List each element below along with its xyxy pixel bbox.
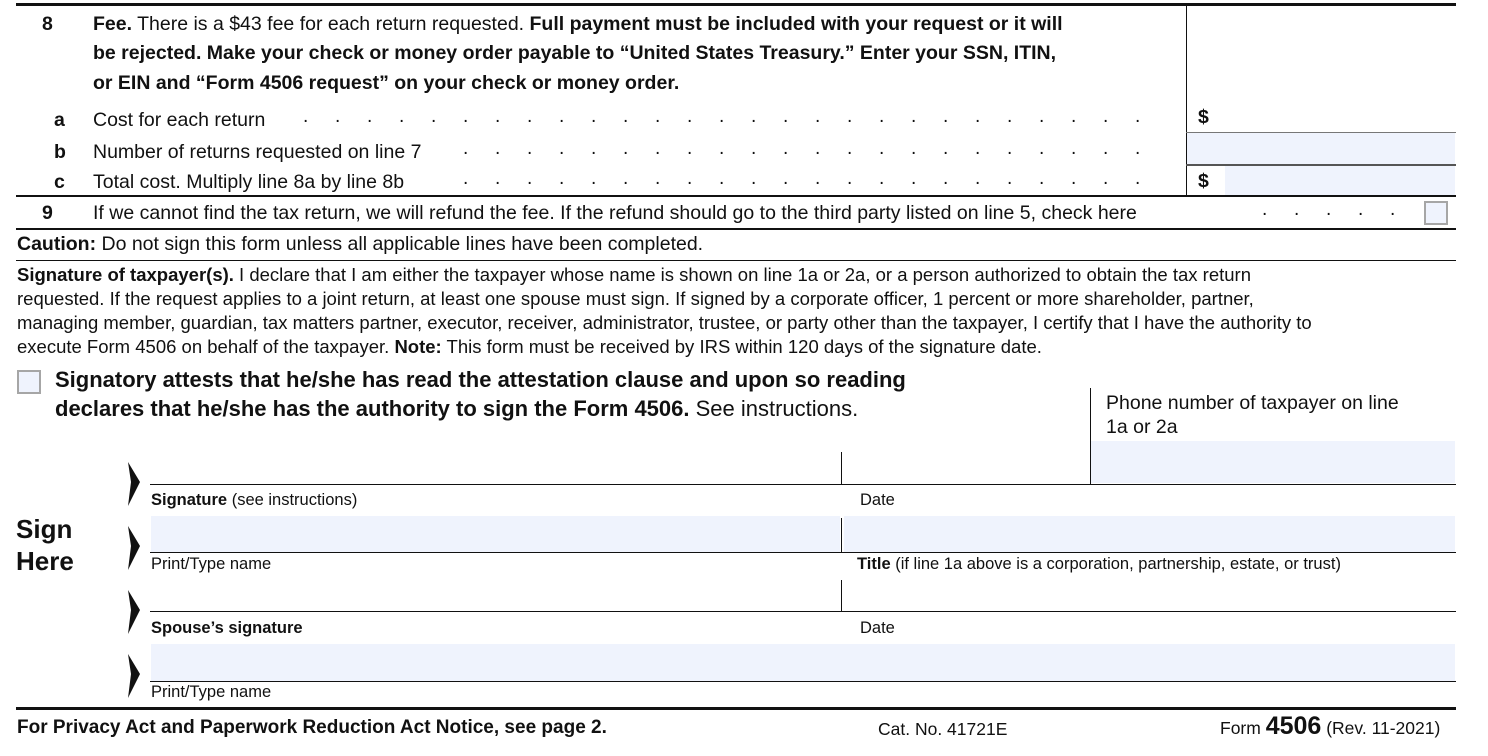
line9-text: If we cannot find the tax return, we will refund the fee. If the refund should go to the third party listed on line 5, check here [93,202,1137,224]
note-label: Note: [394,336,442,357]
phone-label-line1: Phone number of taxpayer on line [1106,392,1399,414]
line8-fee-line3: or EIN and “Form 4506 request” on your check or money order. [93,72,680,94]
line8b-letter: b [54,141,66,163]
spouse-print-name-field[interactable] [151,644,1455,681]
line8a-label: Cost for each return [93,109,266,131]
caution-bottom-rule [16,260,1456,261]
phone-number-field[interactable] [1091,441,1455,483]
line8-bottom-rule [16,195,1456,197]
signature-label-bold: Signature [151,491,228,509]
declaration-text-4b: This form must be received by IRS within 120 days of the signature date. [441,336,1042,357]
title-field[interactable] [844,516,1455,552]
signature-date-field[interactable] [842,452,1090,484]
form-number: 4506 [1265,712,1322,740]
fee-text: There is a $43 fee for each return requested. [132,13,530,35]
catalog-number: Cat. No. 41721E [878,719,1008,739]
line8c-currency: $ [1198,170,1209,192]
line8-number: 8 [42,13,53,35]
spouse-date-field[interactable] [842,580,1455,611]
declaration-text-4a: execute Form 4506 on behalf of the taxpayer. [17,336,395,357]
spouse-signature-arrow-icon [126,590,142,636]
attestation-line2 [55,395,858,423]
signature-label-normal: (see instructions) [227,491,358,509]
line8c-leader-dots: . . . . . . . . . . . . . . . . . . . . . . [463,168,1141,189]
caution-text [17,229,703,259]
title-label-bold: Title [857,555,891,573]
spouse-signature-rule [150,611,1456,612]
spouse-print-name-rule [150,681,1456,682]
caution-body: Do not sign this form unless all applicable lines have been completed. [96,233,704,255]
signature-rule [150,484,1456,485]
declaration-label: Signature of taxpayer(s). [17,264,234,285]
amount-column-divider [1186,5,1187,196]
print-name-label: Print/Type name [151,555,272,573]
attestation-bold-text: declares that he/she has the authority to sign the Form 4506. [55,396,690,421]
attestation-checkbox[interactable] [17,370,41,394]
signature-field[interactable] [150,452,840,484]
line9-leader-dots: . . . . . [1262,199,1396,220]
fee-heading: Fee. [93,13,133,35]
line8c-letter: c [54,171,65,193]
print-name-arrow-icon [126,526,142,572]
spouse-print-name-label: Print/Type name [151,683,272,701]
line8b-label: Number of returns requested on line 7 [93,141,422,163]
declaration-line4 [17,335,1042,359]
caution-label: Caution: [17,233,97,255]
line8c-label: Total cost. Multiply line 8a by line 8b [93,171,405,193]
signature-arrow-icon [126,462,142,508]
spouse-signature-field[interactable] [150,580,840,611]
date-label: Date [860,491,895,509]
declaration-text-1: I declare that I am either the taxpayer whose name is shown on line 1a or 2a, or a person authorized to obtain the tax return [233,264,1251,285]
line8-fee-line1 [93,9,1063,39]
line9-refund-third-party-checkbox[interactable] [1424,201,1448,225]
line9-number: 9 [42,202,53,224]
form-revision: (Rev. 11-2021) [1321,718,1441,738]
spouse-date-label: Date [860,619,895,637]
declaration-line2: requested. If the request applies to a joint return, at least one spouse must sign. If signed by a corporate officer, 1 percent or more shareholder, partner, [17,288,1254,309]
line8c-total-field[interactable] [1225,166,1455,195]
footer-rule [16,707,1456,710]
title-label-normal: (if line 1a above is a corporation, partnership, estate, or trust) [890,555,1341,573]
signature-label [151,490,357,510]
top-rule [16,3,1456,6]
attestation-see-instructions: See instructions. [689,396,859,421]
phone-label-line2: 1a or 2a [1106,416,1178,438]
form-identifier [1220,711,1440,743]
line8a-leader-dots: . . . . . . . . . . . . . . . . . . . . . . . . . . . [303,106,1141,127]
print-name-field[interactable] [151,516,840,552]
title-label [857,554,1341,574]
line8a-letter: a [54,109,65,131]
sign-here-label-2: Here [16,546,74,576]
line8a-amount-field[interactable] [1222,103,1454,131]
print-name-rule [150,552,1456,553]
line8b-leader-dots: . . . . . . . . . . . . . . . . . . . . . . [463,138,1141,159]
sign-here-label-1: Sign [16,514,73,544]
privacy-notice: For Privacy Act and Paperwork Reduction Act Notice, see page 2. [17,717,607,738]
line8b-quantity-field[interactable] [1187,133,1455,164]
declaration-line3: managing member, guardian, tax matters partner, executor, receiver, administrator, trustee, or party other than the taxpayer, I certify that I have the authority to [17,312,1312,333]
print-title-divider [841,518,842,552]
declaration-line1 [17,263,1251,287]
form-prefix: Form [1220,718,1266,738]
fee-bold-1: Full payment must be included with your request or it will [529,13,1063,35]
attestation-line1: Signatory attests that he/she has read the attestation clause and upon so reading [55,367,906,392]
line8a-currency: $ [1198,106,1209,128]
line8-fee-line2: be rejected. Make your check or money order payable to “United States Treasury.” Enter your SSN, ITIN, [93,42,1057,64]
spouse-print-name-arrow-icon [126,654,142,700]
spouse-signature-label: Spouse’s signature [151,619,303,637]
